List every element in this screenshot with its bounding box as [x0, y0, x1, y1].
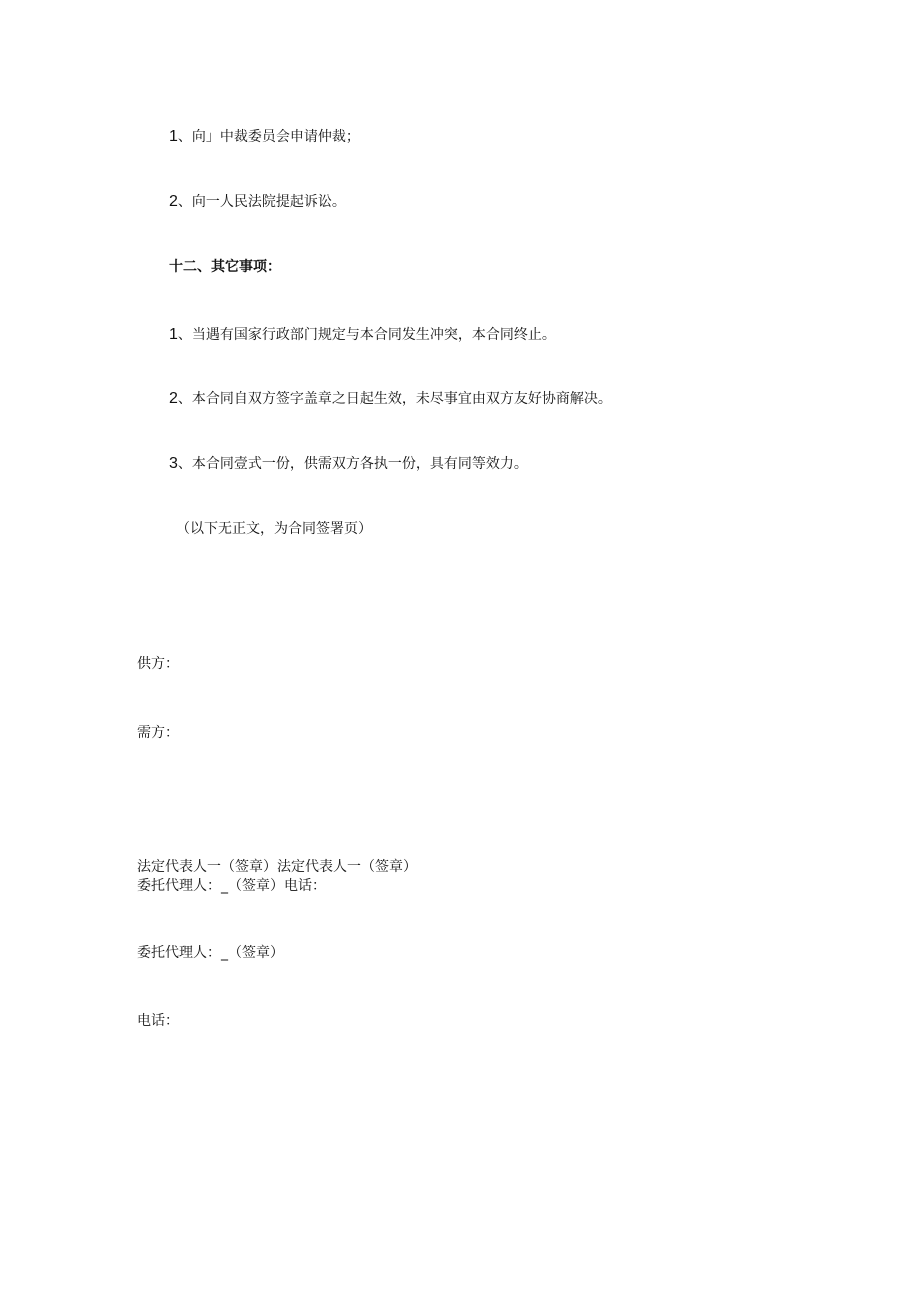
agent-line: 委托代理人：_（签章）	[137, 945, 284, 961]
arbitration-item-2	[169, 193, 346, 211]
legal-representatives-line: 法定代表人一（签章）法定代表人一（签章）	[137, 859, 417, 875]
arbitration-item-2-number: 2	[169, 193, 178, 210]
supplier-label: 供方：	[137, 656, 179, 672]
section-12-item-2-text: 、本合同自双方签字盖章之日起生效，未尽事宜由双方友好协商解决。	[177, 391, 612, 407]
section-12-item-1-number: 1	[169, 326, 178, 343]
section-12-item-2	[169, 390, 612, 408]
section-12-heading: 十二、其它事项：	[169, 259, 281, 275]
arbitration-item-2-text: 、向一人民法院提起诉讼。	[177, 194, 346, 210]
arbitration-item-1-text: 、向」中裁委员会申请仲裁；	[177, 129, 360, 145]
agent-phone-line: 委托代理人：_（签章）电话：	[137, 878, 326, 894]
section-12-item-3-number: 3	[169, 455, 178, 472]
section-12-item-1-text: 、当遇有国家行政部门规定与本合同发生冲突，本合同终止。	[177, 327, 556, 343]
arbitration-item-1	[169, 128, 360, 146]
phone-label: 电话：	[137, 1013, 179, 1029]
signature-page-note: （以下无正文，为合同签署页）	[176, 521, 372, 537]
section-12-item-2-number: 2	[169, 390, 178, 407]
buyer-label: 需方：	[137, 725, 179, 741]
section-12-item-3-text: 、本合同壹式一份，供需双方各执一份，具有同等效力。	[177, 456, 528, 472]
arbitration-item-1-number: 1	[169, 128, 178, 145]
section-12-item-1	[169, 326, 556, 344]
section-12-item-3	[169, 455, 528, 473]
